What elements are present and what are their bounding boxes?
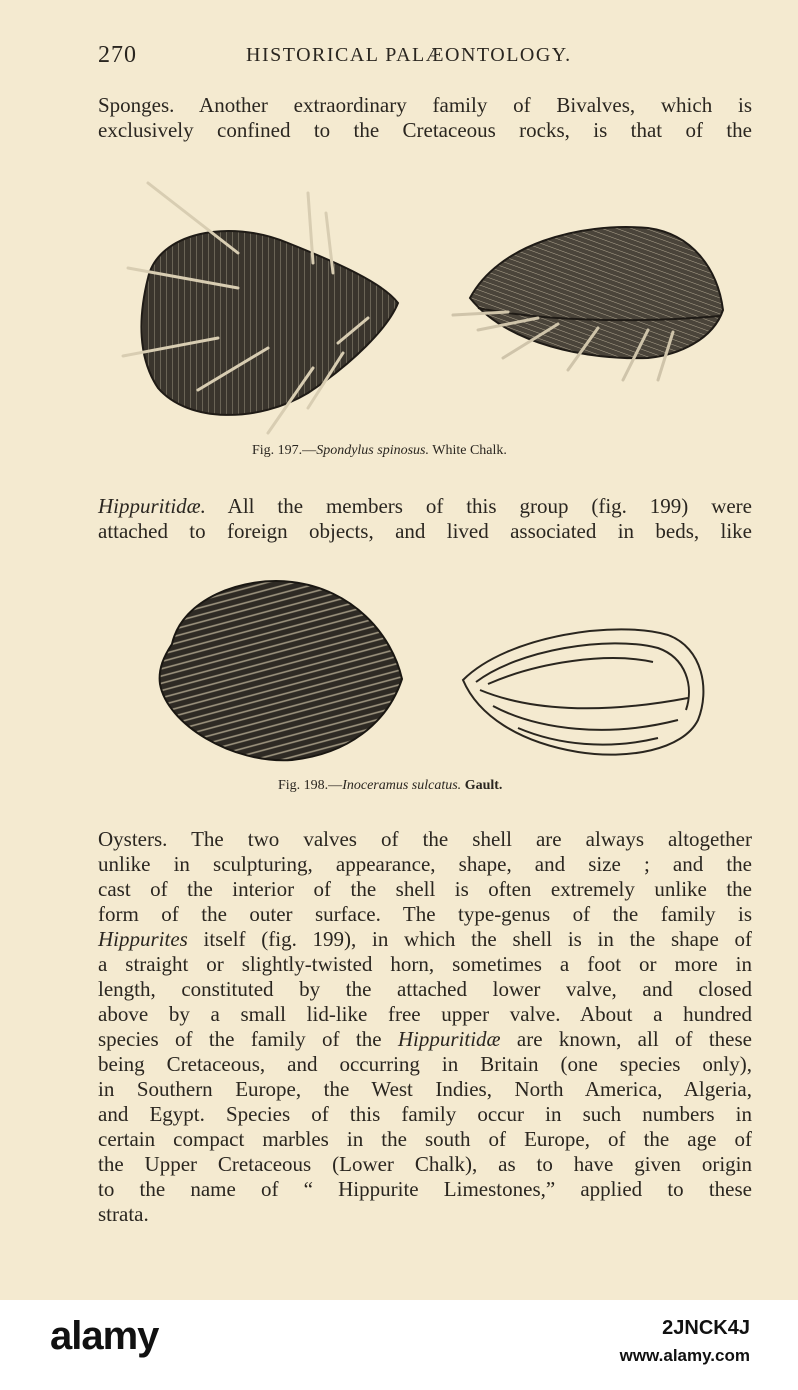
text-line: Oysters. The two valves of the shell are always altogether xyxy=(98,827,752,851)
text-line: form of the outer surface. The type-genus of the family is xyxy=(98,902,752,926)
text-line: length, constituted by the attached lower valve, and closed xyxy=(98,977,752,1001)
text-line: attached to foreign objects, and lived associated in beds, like xyxy=(98,519,752,543)
text-line: strata. xyxy=(98,1202,149,1226)
running-header xyxy=(98,42,750,72)
text-line: above by a small lid-like free upper valve. About a hundred xyxy=(98,1002,752,1026)
figure-taxon: Inoceramus sulcatus. xyxy=(342,778,462,793)
text-line: exclusively confined to the Cretaceous rocks, is that of the xyxy=(98,118,752,142)
taxon-term: Hippuritidæ. xyxy=(98,494,206,518)
taxon-term: Hippuritidæ xyxy=(397,1027,501,1051)
figure-198-caption xyxy=(278,778,502,794)
text-span: are known, all of these xyxy=(500,1027,752,1051)
inoceramus-outline-shell-illustration xyxy=(458,620,713,762)
page-number: 270 xyxy=(98,42,137,68)
text-line: certain compact marbles in the south of Europe, of the age of xyxy=(98,1127,752,1151)
spondylus-spiny-shell-illustration xyxy=(118,178,403,438)
text-line: the Upper Cretaceous (Lower Chalk), as to have given origin xyxy=(98,1152,752,1176)
text-line: cast of the interior of the shell is often extremely unlike the xyxy=(98,877,752,901)
text-line: to the name of “ Hippurite Limestones,” applied to these xyxy=(98,1177,752,1201)
site-url: www.alamy.com xyxy=(619,1346,750,1365)
text-line: a straight or slightly-twisted horn, sometimes a foot or more in xyxy=(98,952,752,976)
text-line xyxy=(98,1027,752,1052)
figure-number: Fig. 198.— xyxy=(278,778,343,793)
text-line: unlike in sculpturing, appearance, shape, and size ; and the xyxy=(98,852,752,876)
text-line: in Southern Europe, the West Indies, North America, Algeria, xyxy=(98,1077,752,1101)
running-title: HISTORICAL PALÆONTOLOGY. xyxy=(246,44,572,66)
text-line: being Cretaceous, and occurring in Britain (one species only), xyxy=(98,1052,752,1076)
figure-locality: Gault. xyxy=(464,778,503,793)
paragraph-hippuritidae xyxy=(98,494,752,544)
text-line xyxy=(98,494,752,519)
spondylus-side-view-illustration xyxy=(448,220,726,385)
text-line: Sponges. Another extraordinary family of Bivalves, which is xyxy=(98,93,752,117)
alamy-logo: alamy xyxy=(50,1314,159,1358)
inoceramus-ribbed-shell-illustration xyxy=(152,574,407,764)
paragraph-sponges xyxy=(98,93,752,143)
text-span: itself (fig. 199), in which the shell is in the shape of xyxy=(187,927,752,951)
taxon-term: Hippurites xyxy=(98,927,188,951)
text-line xyxy=(98,927,752,952)
image-id: 2JNCK4J xyxy=(662,1317,750,1339)
paragraph-oysters xyxy=(98,827,752,1227)
text-span: species of the family of the xyxy=(98,1027,398,1051)
text-span: All the members of this group (fig. 199) were xyxy=(205,494,752,518)
figure-locality: White Chalk. xyxy=(432,443,507,458)
figure-number: Fig. 197.— xyxy=(252,443,317,458)
figure-taxon: Spondylus spinosus. xyxy=(316,443,429,458)
text-line: and Egypt. Species of this family occur in such numbers in xyxy=(98,1102,752,1126)
figure-197-caption xyxy=(252,443,507,459)
